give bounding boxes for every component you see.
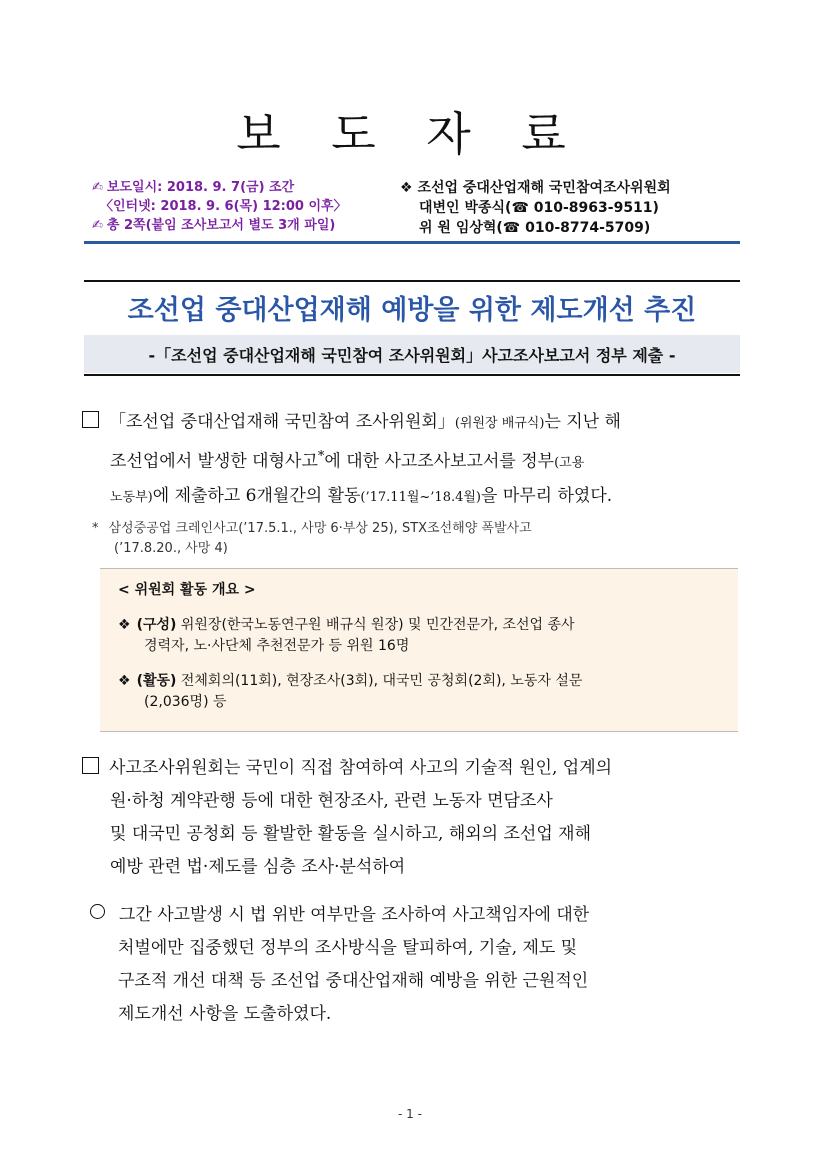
overview-box: [100, 568, 738, 732]
diamond-bullet-icon: ❖: [118, 617, 131, 633]
paragraph-activities: 사고조사위원회는 국민이 직접 참여하여 사고의 기술적 원인, 업계의 원·하청 계약관행 등에 대한 현장조사, 관련 노동자 면담조사 및 대국민 공청회 등 활발한 활동을 실시하고, 해외의 조선업 재해 예방 관련 법·제도를 심층 조사·분석하여: [82, 752, 742, 884]
headline-box: [84, 280, 740, 376]
headline-bottom-rule: [84, 374, 740, 376]
paragraph-outcome: 그간 사고발생 시 법 위반 여부만을 조사하여 사고책임자에 대한 처벌에만 집중했던 정부의 조사방식을 탈피하여, 기술, 제도 및 구조적 개선 대책 등 조선업 중대산업재해 예방을 위한 근원적인 제도개선 사항을 도출하였다.: [90, 899, 742, 1031]
release-pages-line: ✍ 총 2쪽(붙임 조사보고서 별도 3개 파일): [92, 218, 336, 233]
page-number: - 1 -: [398, 1107, 422, 1121]
overview-title: < 위원회 활동 개요 >: [118, 582, 256, 598]
overview-item-activities: ❖ (활동) 전체회의(11회), 현장조사(3회), 대국민 공청회(2회), 노동자 설문 (2,036명) 등: [118, 673, 583, 710]
headline: 조선업 중대산업재해 예방을 위한 제도개선 추진: [127, 295, 697, 326]
release-info: [92, 178, 347, 235]
square-bullet-icon: [82, 411, 99, 428]
contact-spokesperson: 대변인 박종식(☎ 010-8963-9511): [419, 200, 659, 216]
pen-icon: ✍: [92, 180, 103, 195]
square-bullet-icon: [82, 757, 99, 774]
release-date-line: ✍ 보도일시: 2018. 9. 7(금) 조간: [92, 180, 295, 195]
contact-org: ❖ 조선업 중대산업재해 국민참여조사위원회: [400, 180, 671, 196]
release-internet-line: 〈인터넷: 2018. 9. 6(목) 12:00 이후〉: [100, 199, 347, 214]
overview-item-composition: ❖ (구성) 위원장(한국노동연구원 배규식 원장) 및 민간전문가, 조선업 종사 경력자, 노·사단체 추천전문가 등 위원 16명: [118, 617, 575, 654]
header-divider: [84, 241, 740, 244]
paragraph-summary: 「조선업 중대산업재해 국민참여 조사위원회」(위원장 배규식)는 지난 해 조선업에서 발생한 대형사고*에 대한 사고조사보고서를 정부(고용 노동부)에 제출하고 6개월간의 활동(’17.11월~’18.4월)을 마무리 하였다.: [82, 406, 742, 514]
contact-info: [400, 178, 671, 238]
phone-icon: ☎: [502, 220, 521, 236]
subheadline: -「조선업 중대산업재해 국민참여 조사위원회」사고조사보고서 정부 제출 -: [148, 346, 676, 365]
diamond-bullet-icon: ❖: [400, 180, 413, 196]
headline-top-rule: [84, 280, 740, 282]
pen-icon: ✍: [92, 218, 103, 233]
contact-member: 위 원 임상혁(☎ 010-8774-5709): [419, 220, 651, 236]
circle-bullet-icon: [90, 904, 105, 919]
phone-icon: ☎: [511, 200, 529, 216]
diamond-bullet-icon: ❖: [118, 673, 131, 689]
page-title: 보 도 자 료: [236, 107, 584, 161]
footnote: * 삼성중공업 크레인사고(’17.5.1., 사망 6·부상 25), STX조선해양 폭발사고 (’17.8.20., 사망 4): [92, 521, 532, 556]
